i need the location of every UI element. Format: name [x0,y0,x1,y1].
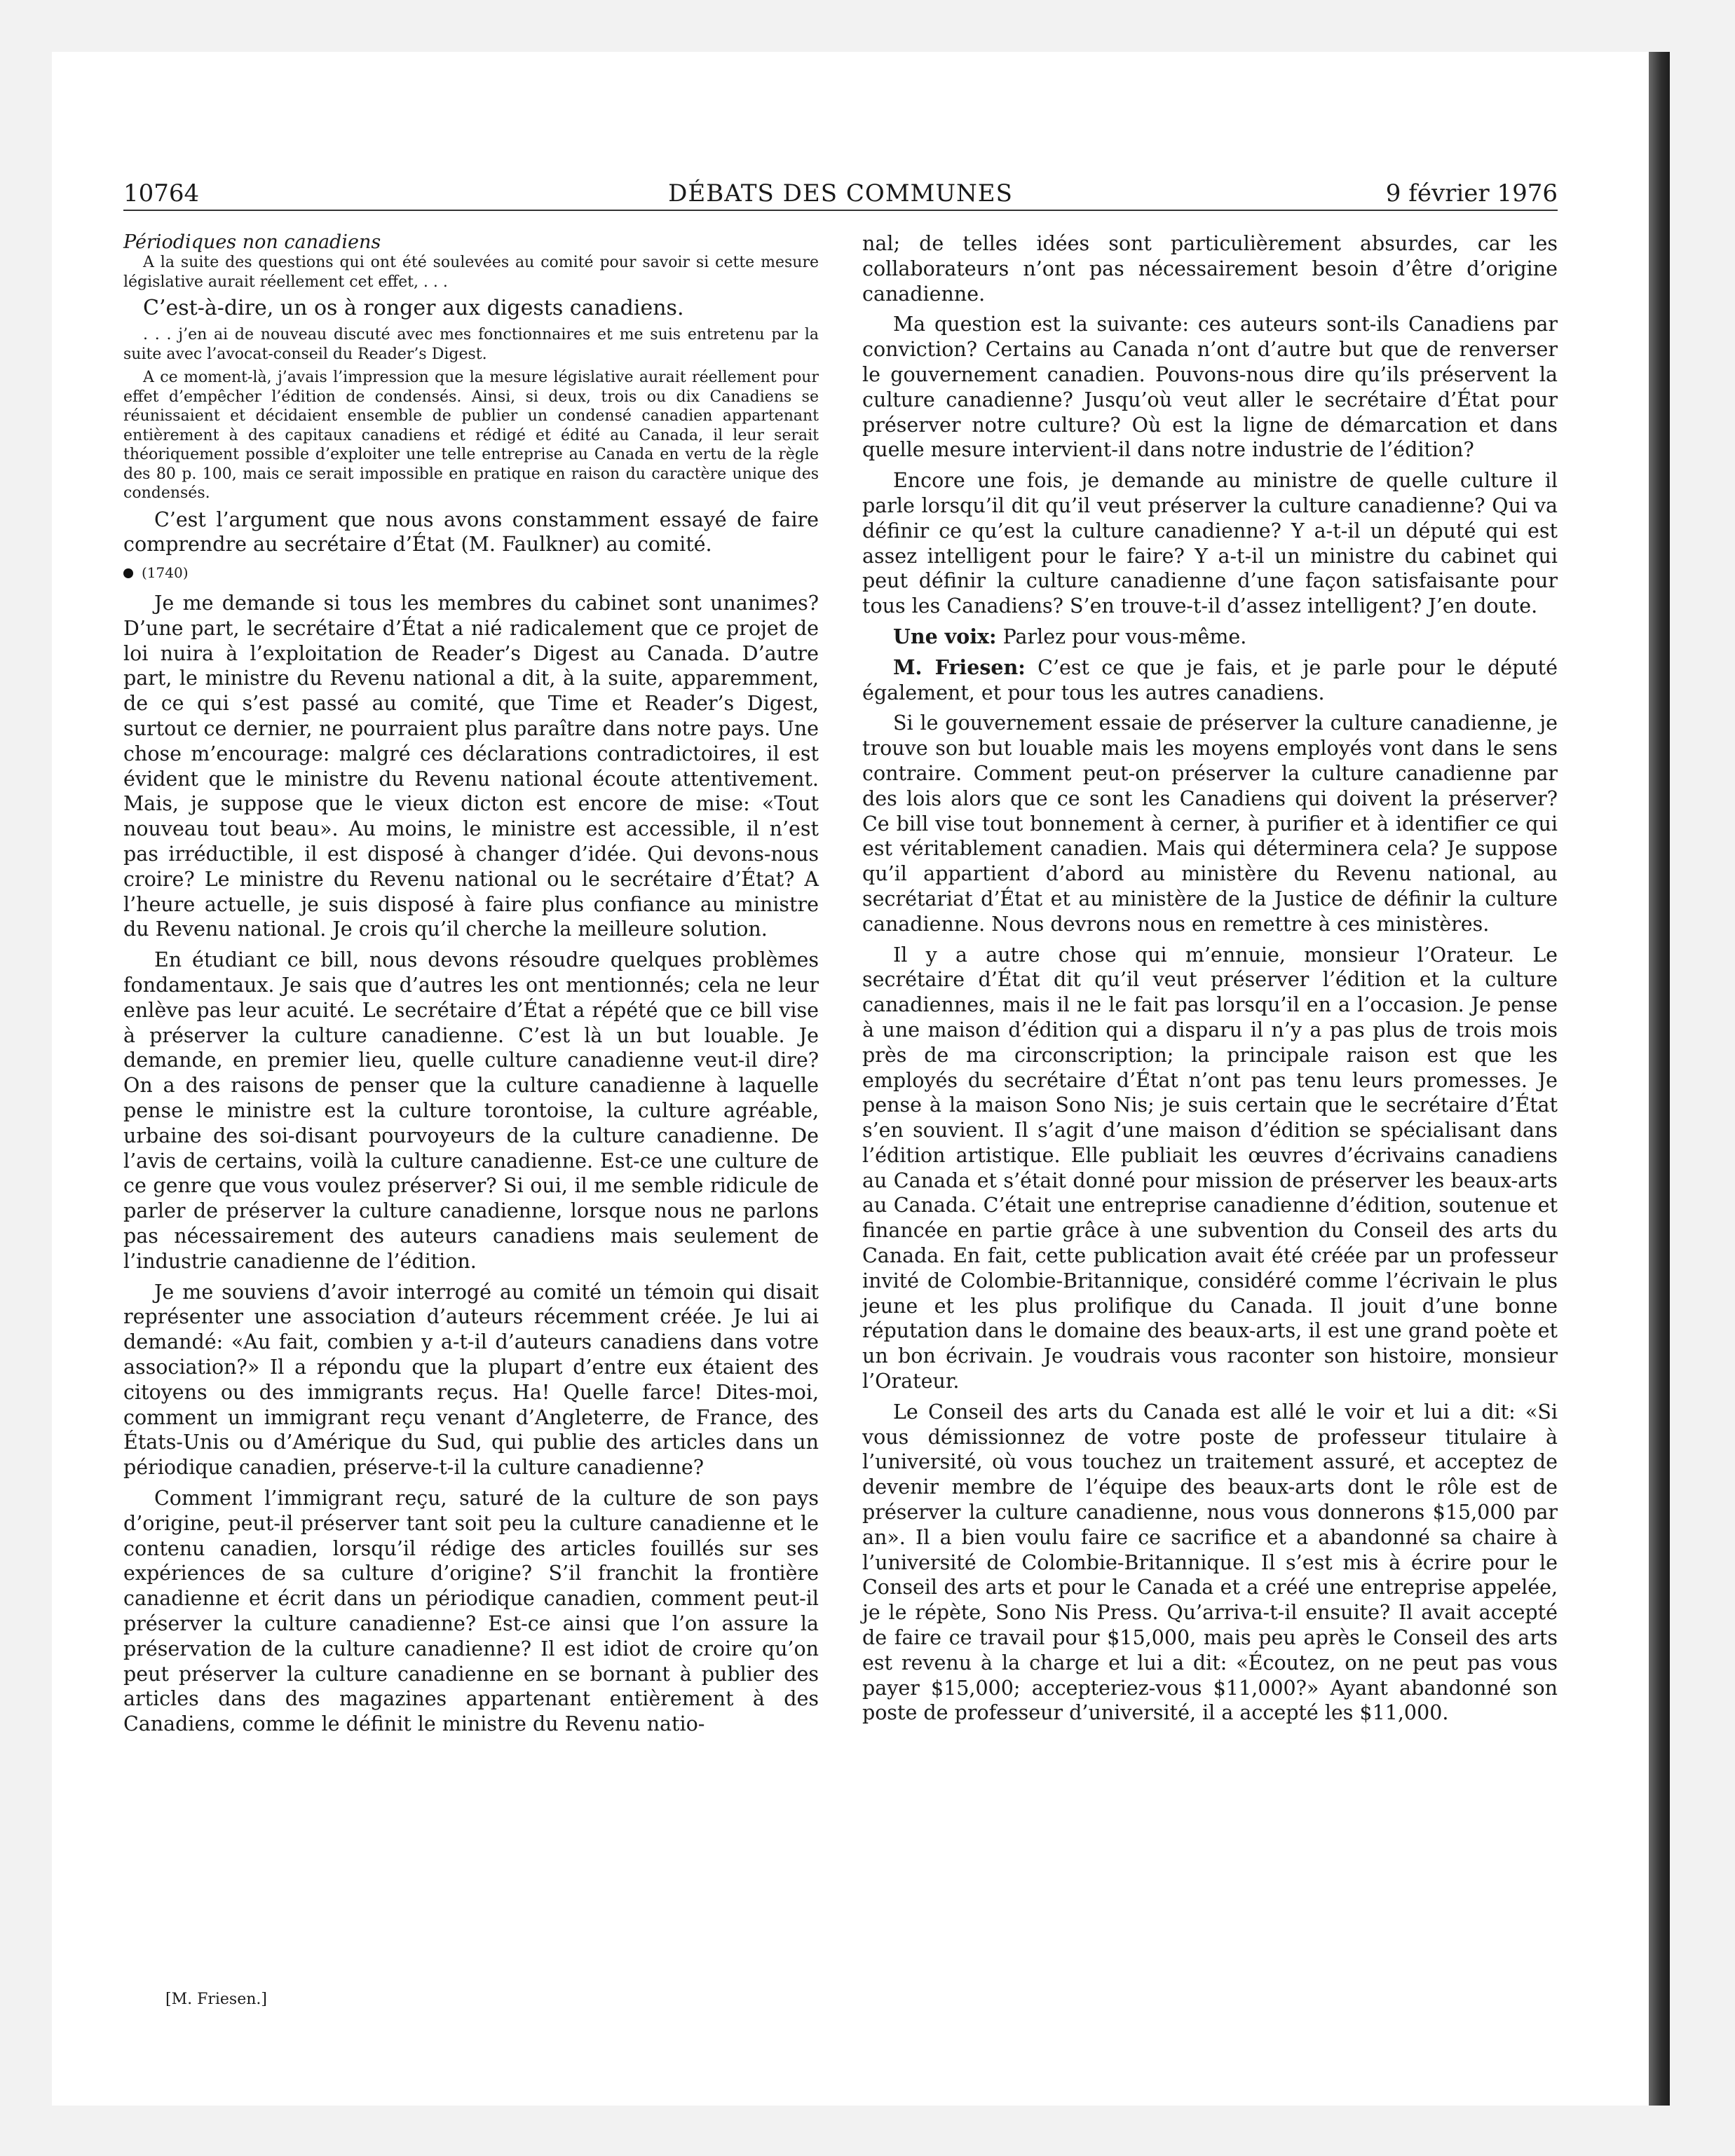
body-paragraph: Je me souviens d’avoir interrogé au comité un témoin qui disait représenter une association d’auteurs récemment créée. Je lui ai demandé: «Au fait, combien y a-t-il d’auteurs canadiens dans votre association?» Il a répondu que la plupart d’entre eux étaient des citoyens ou des immigrants reçus. Ha! Quelle farce! Dites-moi, comment un immigrant reçu venant d’Angleterre, de France, des États-Unis ou d’Amérique du Sud, qui publie des articles dans un périodique canadien, préserve-t-il la culture canadienne? [123,1280,819,1480]
speech-text: Parlez pour vous-même. [1002,625,1247,648]
body-paragraph: nal; de telles idées sont particulièrement absurdes, car les collaborateurs n’ont pas nécessairement besoin d’être d’origine canadienne. [862,232,1558,306]
body-paragraph: En étudiant ce bill, nous devons résoudre quelques problèmes fondamentaux. Je sais que d’autres les ont mentionnés; cela ne leur enlève pas leur acuité. Le secrétaire d’État a répété que ce bill vise à préserver la culture canadienne. C’est là un but louable. Je demande, en premier lieu, quelle culture canadienne veut-il dire? On a des raisons de penser que la culture canadienne à laquelle pense le ministre est la culture torontoise, la culture agréable, urbaine des soi-disant pourvoyeurs de la culture canadienne. De l’avis de certains, voilà la culture canadienne. Est-ce une culture de ce genre que vous voulez préserver? Si oui, il me semble ridicule de parler de préserver la culture canadienne, lorsque nous ne parlons pas nécessairement des auteurs canadiens mais seulement de l’industrie canadienne de l’édition. [123,948,819,1273]
scan-edge [1649,52,1670,2106]
right-column [862,231,1558,1731]
body-paragraph: Ma question est la suivante: ces auteurs sont-ils Canadiens par conviction? Certains au Canada n’ont d’autre but que de renverser le gouvernement canadien. Pouvons-nous dire qu’ils préservent la culture canadienne? Jusqu’où veut aller le secrétaire d’État pour préserver notre culture? Où est la ligne de démarcation et dans quelle mesure intervient-il dans notre industrie de l’édition? [862,313,1558,462]
body-paragraph: Le Conseil des arts du Canada est allé le voir et lui a dit: «Si vous démissionnez de votre poste de professeur titulaire à l’université, où vous touchez un traitement assuré, et acceptez de devenir membre de l’équipe des beaux-arts dont le rôle est de préserver la culture canadienne, nous vous donnerons $15,000 par an». Il a bien voulu faire ce sacrifice et a abandonné sa chaire à l’université de Colombie-Britannique. Il s’est mis à écrire pour le Conseil des arts et pour le Canada et a créé une entreprise appelée, je le répète, Sono Nis Press. Qu’arriva-t-il ensuite? Il avait accepté de faire ce travail pour $15,000, mais peu après le Conseil des arts est revenu à la charge et lui a dit: «Écoutez, on ne peut pas vous payer $15,000; accepteriez-vous $11,000?» Ayant abandonné son poste de professeur d’université, il a accepté les $11,000. [862,1400,1558,1725]
body-paragraph: Si le gouvernement essaie de préserver la culture canadienne, je trouve son but louable mais les moyens employés vont dans le sens contraire. Comment peut-on préserver la culture canadienne par des lois alors que ce sont les Canadiens qui doivent la préserver? Ce bill vise tout bonnement à cerner, à purifier et à identifier ce qui est véritablement canadien. Mais qui déterminera cela? Je suppose qu’il appartient d’abord au ministère du Revenu national, au secrétariat d’État et au ministère de la Justice de définir la culture canadienne. Nous devrons nous en remettre à ces ministères. [862,711,1558,936]
speaker-signature: [M. Friesen.] [165,1991,267,2008]
page-number: 10764 [123,179,200,207]
left-column [123,231,819,1742]
speech-text: C’est ce que je fais, et je parle pour le député également, et pour tous les autres canadiens. [862,655,1558,704]
time-marker-text: (1740) [142,564,189,582]
section-subheading: Périodiques non canadiens [123,231,381,253]
body-paragraph: Il y a autre chose qui m’ennuie, monsieur l’Orateur. Le secrétaire d’État dit qu’il veut préserver l’édition et la culture canadiennes, mais il ne le fait pas lorsqu’il en a l’occasion. Je pense à une maison d’édition qui a disparu il n’y a pas plus de trois mois près de ma circonscription; la principale raison est que les employés du secrétaire d’État n’ont pas tenu leurs promesses. Je pense à la maison Sono Nis; je suis certain que le secrétaire d’État s’en souvient. Il s’agit d’une maison d’édition se spécialisant dans l’édition artistique. Elle publiait les œuvres d’écrivains canadiens au Canada et s’était donné pour mission de préserver les beaux-arts au Canada. C’était une entreprise canadienne d’édition, soutenue et financée en partie grâce à une subvention du Conseil des arts du Canada. En fait, cette publication avait été créée par un professeur invité de Colombie-Britannique, considéré comme l’écrivain le plus jeune et les plus prolifique du Canada. Il jouit d’une bonne réputation dans le domaine des beaux-arts, il est une grand poète et un bon écrivain. Je voudrais vous raconter son histoire, monsieur l’Orateur. [862,943,1558,1393]
body-paragraph: Comment l’immigrant reçu, saturé de la culture de son pays d’origine, peut-il préserver tant soit peu la culture canadienne et le contenu canadien, lorsqu’il rédige des articles fouillés sur ses expériences de sa culture d’origine? S’il franchit la frontière canadienne et écrit dans un périodique canadien, comment peut-il préserver la culture canadienne? Est-ce ainsi que l’on assure la préservation de la culture canadienne? Il est idiot de croire qu’on peut préserver la culture canadienne en se bornant à publier des articles dans des magazines appartenant entièrement à des Canadiens, comme le définit le ministre du Revenu natio- [123,1486,819,1736]
quote-paragraph: . . . j’en ai de nouveau discuté avec mes fonctionnaires et me suis entretenu par la suite avec l’avocat-conseil du Reader’s Digest. [123,326,819,363]
speaker-name: M. Friesen: [893,655,1026,679]
body-paragraph: Je me demande si tous les membres du cabinet sont unanimes? D’une part, le secrétaire d’État a nié radicalement que ce projet de loi nuira à l’exploitation de Reader’s Digest au Canada. D’autre part, le ministre du Revenu national a dit, à la suite, apparemment, de ce qui s’est passé au comité, que Time et Reader’s Digest, surtout ce dernier, ne pourraient plus paraître dans notre pays. Une chose m’encourage: malgré ces déclarations contradictoires, il est évident que le ministre du Revenu national écoute attentivement. Mais, je suppose que le vieux dicton est encore de mise: «Tout nouveau tout beau». Au moins, le ministre est accessible, il n’est pas irréductible, il est disposé à changer d’idée. Qui devons-nous croire? Le ministre du Revenu national ou le secrétaire d’État? A l’heure actuelle, je suis disposé à faire plus confiance au ministre du Revenu national. Je crois qu’il cherche la meilleure solution. [123,592,819,941]
header-rule [123,210,1558,211]
body-paragraph: C’est l’argument que nous avons constamment essayé de faire comprendre au secrétaire d’État (M. Faulkner) au comité. [123,507,819,557]
speaker-name: Une voix: [893,624,997,648]
page-header [123,170,1558,212]
speech-paragraph [862,655,1558,706]
quote-paragraph: A la suite des questions qui ont été soulevées au comité pour savoir si cette mesure législative aurait réellement cet effet, . . . [123,254,819,291]
time-marker [123,564,819,581]
bullet-icon [123,568,133,578]
quote-paragraph: A ce moment-là, j’avais l’impression que la mesure législative aurait réellement pour effet d’empêcher l’édition de condensés. Ainsi, si deux, trois ou dix Canadiens se réunissaient et décidaient ensemble de publier un condensé canadien appartenant entièrement à des capitaux canadiens et rédigé et édité au Canada, il leur serait théoriquement possible d’exploiter une telle entreprise au Canada en vertu de la règle des 80 p. 100, mais ce serait impossible en pratique en raison du caractère unique des condensés. [123,369,819,502]
publication-title: DÉBATS DES COMMUNES [668,179,1013,207]
body-paragraph: Encore une fois, je demande au ministre de quelle culture il parle lorsqu’il dit qu’il veut préserver la culture canadienne? Qui va définir ce qu’est la culture canadienne? Y a-t-il un député qui est assez intelligent pour le faire? Y a-t-il un ministre du cabinet qui peut définir la culture canadienne d’une façon satisfaisante pour tous les Canadiens? S’en trouve-t-il d’assez intelligent? J’en doute. [862,469,1558,618]
aside-paragraph: C’est-à-dire, un os à ronger aux digests canadiens. [143,296,684,320]
speech-paragraph [862,625,1558,650]
publication-date: 9 février 1976 [1385,179,1558,207]
